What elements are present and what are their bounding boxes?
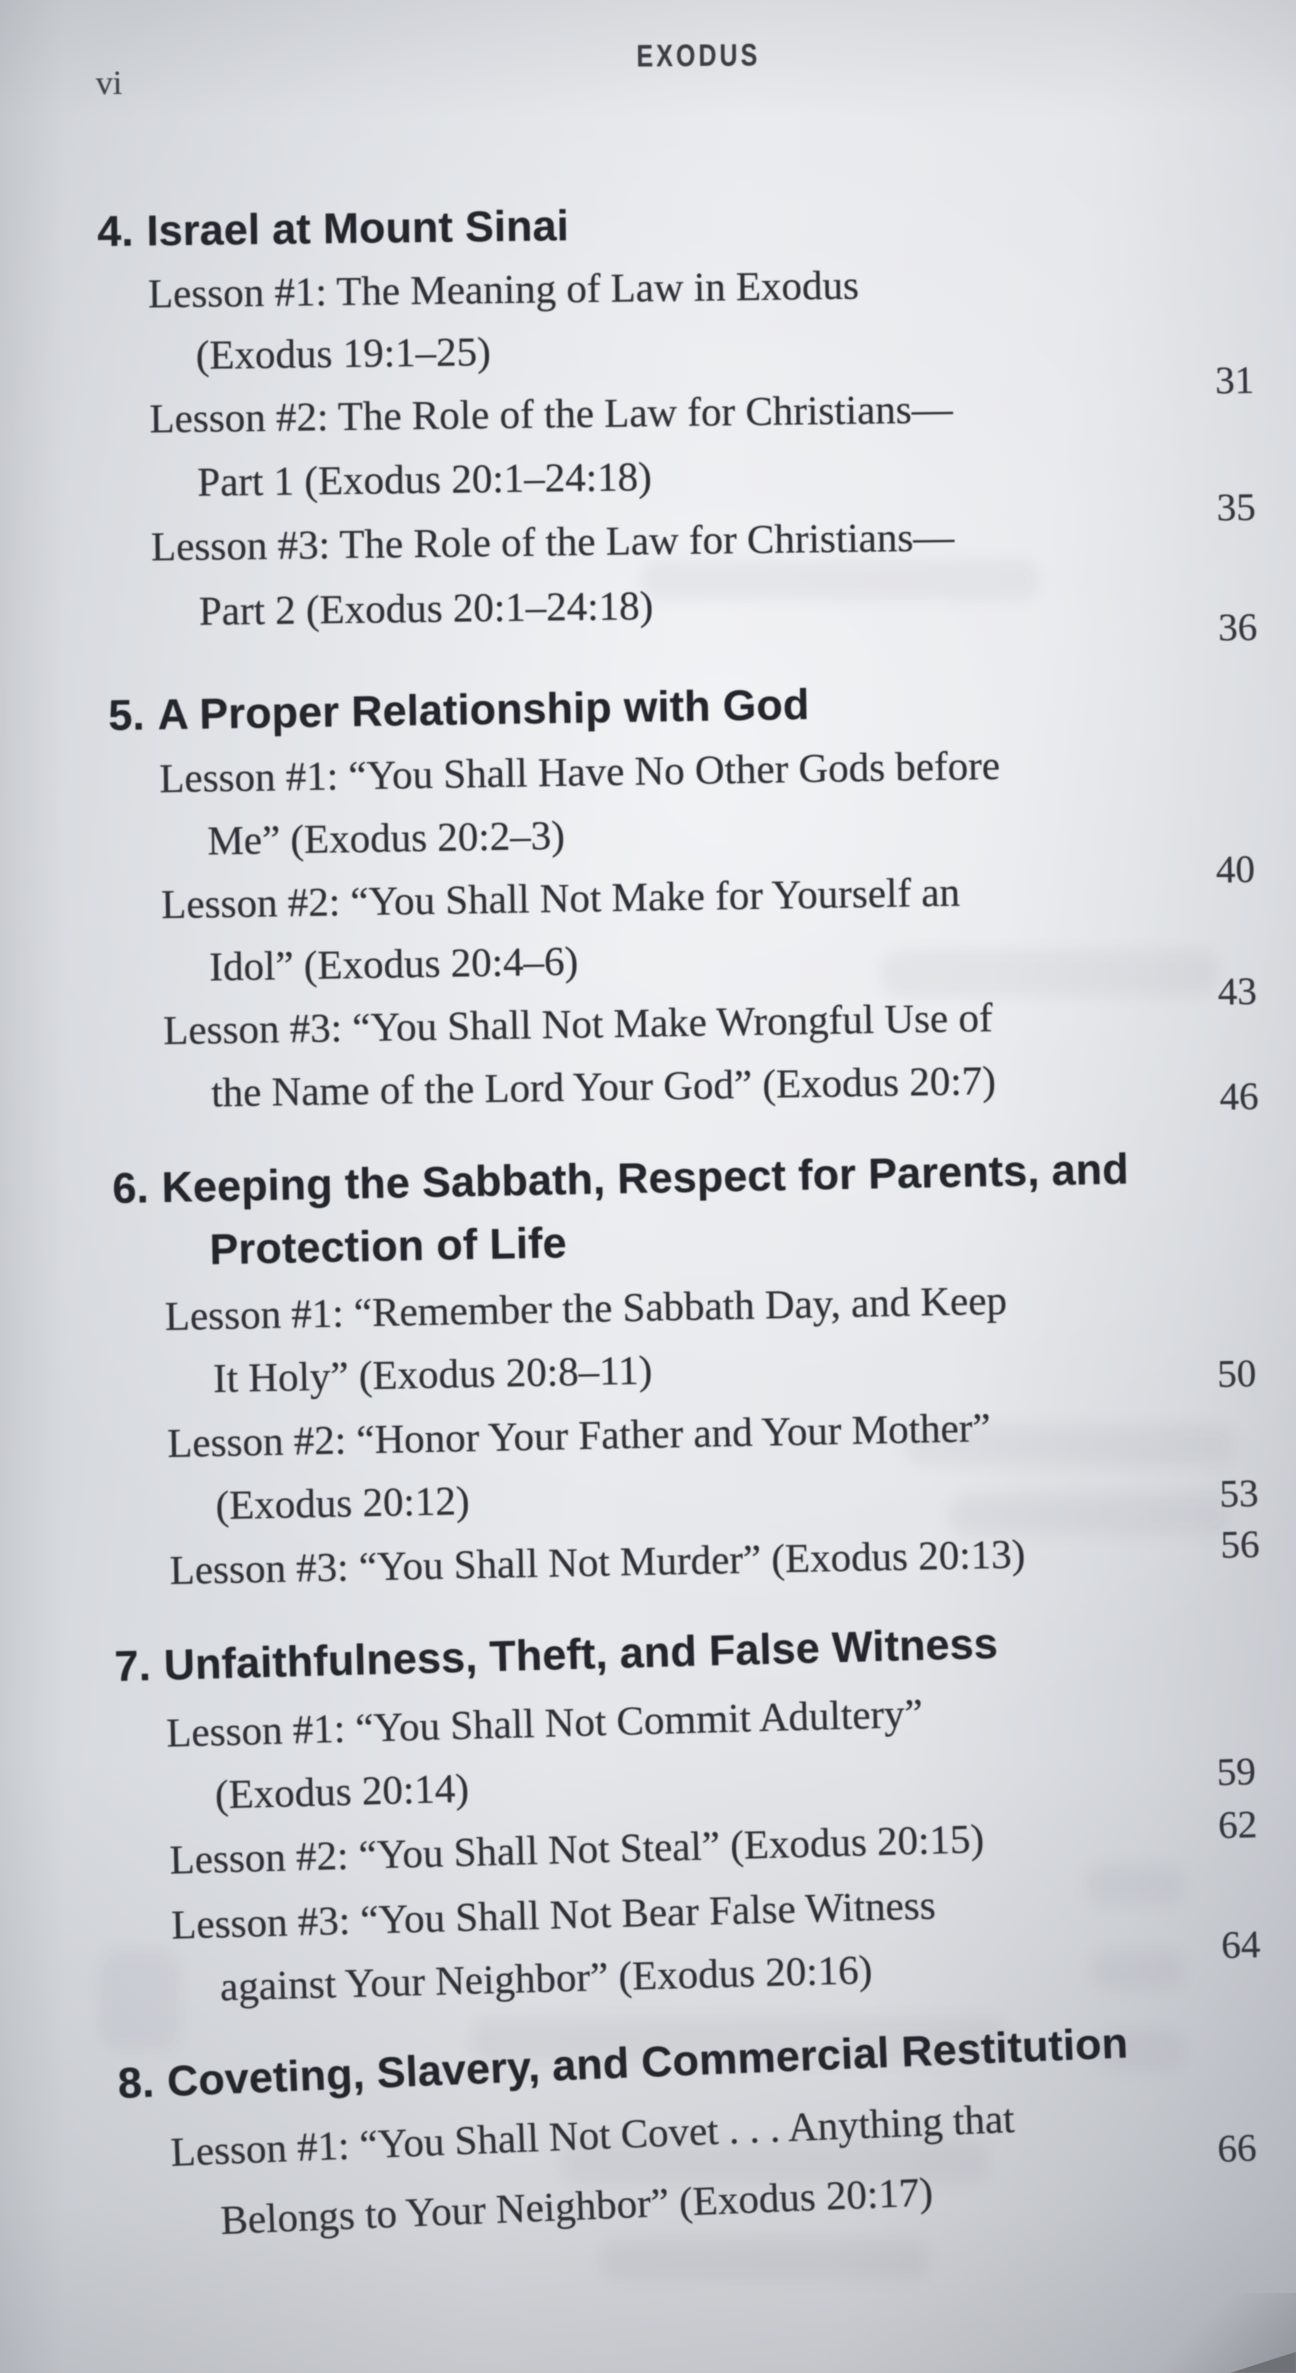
section-title: Coveting, Slavery, and Commercial Restitution bbox=[166, 2019, 1129, 2106]
page-number: 46 bbox=[1219, 1074, 1259, 1119]
toc-section bbox=[108, 673, 1296, 1119]
running-head: EXODUS bbox=[636, 37, 761, 74]
lesson-line: (Exodus 20:14) bbox=[214, 1764, 470, 1818]
lesson-line: Lesson #3: The Role of the Law for Christians— bbox=[150, 513, 955, 570]
toc-section bbox=[112, 1142, 1296, 1593]
page-number: 35 bbox=[1216, 485, 1257, 530]
folio-page-number: vi bbox=[95, 64, 123, 103]
lesson-line: Lesson #3: “You Shall Not Murder” (Exodus 20:13) bbox=[169, 1530, 1026, 1593]
lesson-line: against Your Neighbor” (Exodus 20:16) bbox=[219, 1946, 873, 2010]
page-number: 40 bbox=[1215, 848, 1256, 892]
page-number: 56 bbox=[1220, 1523, 1260, 1567]
page-number: 53 bbox=[1219, 1472, 1259, 1516]
section-title: Israel at Mount Sinai bbox=[146, 202, 570, 256]
page-header bbox=[0, 0, 1296, 140]
lesson-line: the Name of the Lord Your God” (Exodus 20:7) bbox=[210, 1057, 997, 1116]
section-number: 5. bbox=[108, 691, 146, 740]
lesson-line: Lesson #1: “Remember the Sabbath Day, and Keep bbox=[164, 1276, 1008, 1340]
section-heading bbox=[112, 1145, 1129, 1214]
page-number: 62 bbox=[1217, 1803, 1258, 1848]
lesson-line: Part 1 (Exodus 20:1–24:18) bbox=[197, 453, 652, 505]
page-number: 36 bbox=[1217, 605, 1258, 650]
ghost-showthrough bbox=[1085, 1865, 1185, 1905]
lesson-line: Lesson #2: The Role of the Law for Christians— bbox=[149, 385, 953, 442]
lesson-line: Lesson #3: “You Shall Not Make Wrongful Use of bbox=[162, 994, 993, 1054]
ghost-showthrough bbox=[100, 1950, 180, 2050]
page-number: 31 bbox=[1214, 358, 1255, 403]
lesson-line: (Exodus 19:1–25) bbox=[195, 328, 492, 378]
lesson-line: Belongs to Your Neighbor” (Exodus 20:17) bbox=[219, 2168, 934, 2243]
section-heading bbox=[97, 202, 569, 257]
lesson-line: Idol” (Exodus 20:4–6) bbox=[208, 937, 579, 990]
lesson-line: Part 2 (Exodus 20:1–24:18) bbox=[198, 582, 654, 634]
section-number: 4. bbox=[97, 207, 134, 256]
section-heading-line2: Protection of Life bbox=[209, 1219, 568, 1275]
section-number: 8. bbox=[117, 2058, 156, 2108]
page-number: 43 bbox=[1217, 969, 1258, 1014]
lesson-line: (Exodus 20:12) bbox=[215, 1477, 470, 1529]
page-number: 50 bbox=[1216, 1352, 1257, 1396]
section-heading bbox=[108, 681, 810, 741]
ghost-showthrough bbox=[600, 2240, 930, 2280]
lesson-line: Lesson #3: “You Shall Not Bear False Witness bbox=[170, 1881, 937, 1948]
lesson-line: Lesson #1: “You Shall Not Covet . . . Anything that bbox=[169, 2095, 1016, 2175]
section-title: A Proper Relationship with God bbox=[157, 680, 810, 740]
lesson-line: Lesson #1: “You Shall Not Commit Adultery” bbox=[165, 1689, 924, 1756]
lesson-line: Lesson #1: The Meaning of Law in Exodus bbox=[147, 261, 860, 317]
toc-section bbox=[97, 193, 1296, 650]
ghost-showthrough bbox=[1090, 1950, 1185, 1990]
lesson-line: It Holy” (Exodus 20:8–11) bbox=[212, 1346, 653, 1402]
section-heading bbox=[114, 1620, 999, 1692]
lesson-line: Me” (Exodus 20:2–3) bbox=[206, 811, 566, 864]
page-number: 66 bbox=[1216, 2126, 1258, 2171]
toc-section bbox=[114, 1612, 1296, 2010]
ghost-showthrough bbox=[640, 560, 1040, 600]
ghost-showthrough bbox=[950, 1495, 1230, 1535]
ghost-showthrough bbox=[880, 950, 1220, 996]
lesson-line: Lesson #2: “Honor Your Father and Your Mother” bbox=[166, 1404, 992, 1466]
lesson-line: Lesson #2: “You Shall Not Steal” (Exodus 20:15) bbox=[169, 1815, 985, 1883]
section-number: 7. bbox=[114, 1642, 152, 1691]
section-title: Keeping the Sabbath, Respect for Parents, and bbox=[161, 1145, 1130, 1213]
section-number: 6. bbox=[112, 1164, 150, 1213]
lesson-line: Lesson #2: “You Shall Not Make for Yourself an bbox=[160, 868, 961, 928]
page-number: 59 bbox=[1216, 1750, 1257, 1795]
section-title: Unfaithfulness, Theft, and False Witness bbox=[163, 1619, 999, 1690]
lesson-line: Lesson #1: “You Shall Have No Other Gods before bbox=[158, 742, 1001, 802]
page-number: 64 bbox=[1220, 1923, 1261, 1968]
